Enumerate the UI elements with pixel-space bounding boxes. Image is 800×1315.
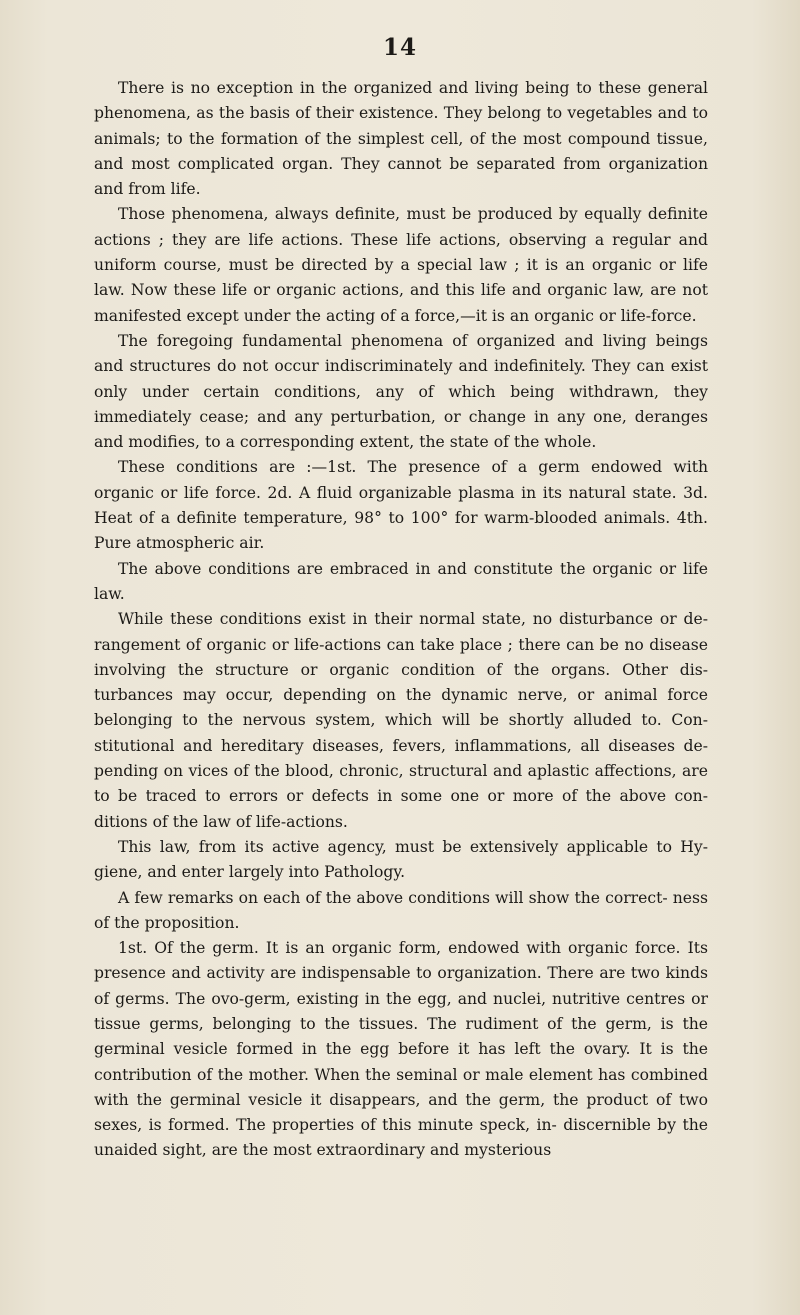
paragraph: A few remarks on each of the above conditions will show the correct- ness of the proposition. <box>94 888 708 932</box>
paragraph: 1st. Of the germ. It is an organic form, endowed with organic force. Its presence and activity are indispensable to organization. There are two kinds of germs. The ovo-germ, existing in the egg, and nuclei, nutritive centres or tissue germs, belonging to the tissues. The rudiment of the germ, is the germinal vesicle formed in the egg before it has left the ovary. It is the contribution of the mother. When the seminal or male element has combined with the germinal vesicle it disappears, and the germ, the product of two sexes, is formed. The properties of this minute speck, in- discernible by the unaided sight, are the most extraordinary and mysterious <box>94 939 708 1160</box>
paragraph: This law, from its active agency, must be extensively applicable to Hy- giene, and enter largely into Pathology. <box>94 837 708 882</box>
paragraph: While these conditions exist in their normal state, no disturbance or de- rangement of organic or life-actions can take place ; there can be no disease involving the structure or organic condition of the organs. Other dis- turbances may occur, depending on the dynamic nerve, or animal force belonging to the nervous system, which will be shortly alluded to. Con- stitutional and hereditary diseases, fevers, inflammations, all diseases de- pending on vices of the blood, chronic, structural and aplastic affections, are to be traced to errors or defects in some one or more of the above con- ditions of the law of life-actions. <box>94 610 708 831</box>
paragraph: There is no exception in the organized and living being to these general phenomena, as the basis of their existence. They belong to vegetables and to animals; to the formation of the simplest cell, of the most compound tissue, and most complicated organ. They cannot be separated from organization and from life. <box>94 79 708 199</box>
page-number: 14 <box>382 34 417 61</box>
paragraph: Those phenomena, always definite, must be produced by equally definite actions ; they are life actions. These life actions, observing a regular and uniform course, must be directed by a special law ; it is an organic or life law. Now these life or organic actions, and this life and organic law, are not manifested except under the acting of a force,—it is an organic or life-force. <box>94 205 708 325</box>
body-text <box>94 76 708 1164</box>
paragraph: These conditions are :—1st. The presence of a germ endowed with organic or life force. 2d. A fluid organizable plasma in its natural state. 3d. Heat of a definite temperature, 98° to 100° for warm-blooded animals. 4th. Pure atmospheric air. <box>94 458 708 553</box>
paragraph: The above conditions are embraced in and constitute the organic or life law. <box>94 559 708 603</box>
paragraph: The foregoing fundamental phenomena of organized and living beings and structures do not occur indiscriminately and indefinitely. They can exist only under certain conditions, any of which being withdrawn, they immediately cease; and any perturbation, or change in any one, deranges and modifies, to a corresponding extent, the state of the whole. <box>94 331 708 452</box>
